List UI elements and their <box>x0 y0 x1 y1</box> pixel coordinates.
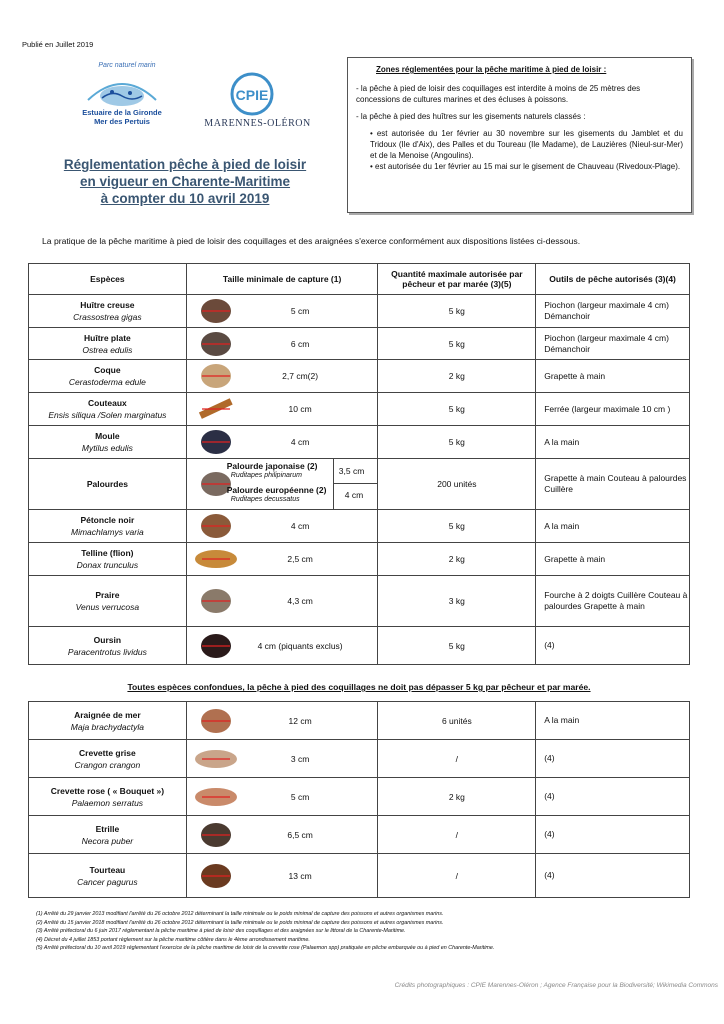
species-name: Praire <box>95 590 120 600</box>
qty-cell: 5 kg <box>378 510 536 543</box>
tools-cell: (4) <box>536 778 690 816</box>
size-cell <box>186 740 378 778</box>
header-tools: Outils de pêche autorisés (3)(4) <box>536 264 690 295</box>
shell-photo-icon <box>193 330 239 358</box>
qty-cell: / <box>378 816 536 854</box>
zones-title: Zones réglementées pour la pêche maritime à pied de loisir : <box>376 65 607 74</box>
park-name-line2: Mer des Pertuis <box>94 117 150 126</box>
header-qty: Quantité maximale autorisée par pêcheur et par marée (3)(5) <box>378 264 536 295</box>
table-row <box>29 426 690 459</box>
footnotes <box>36 910 676 953</box>
zones-bullet1: • est autorisée du 1er février au 30 novembre sur les gisements du Jamblet et du Tridoux (Ile d'Aix), des Palles et du Toureau (Ile Madame), de Lauzières (Nieul-sur-Mer) et de la Menoise (Angoulins). <box>370 129 683 160</box>
size-cell <box>186 360 378 393</box>
tools-cell: Grapette à main <box>536 543 690 576</box>
size-cell <box>186 393 378 426</box>
size-value: 6 cm <box>290 338 310 349</box>
size-cell <box>186 459 378 510</box>
tools-cell: A la main <box>536 426 690 459</box>
shell-photo-icon <box>193 362 239 390</box>
species-name: Huître plate <box>84 332 131 343</box>
qty-cell: 200 unités <box>378 459 536 510</box>
footnote-3: (3) Arrêté préfectoral du 6 juin 2017 réglementant la pêche maritime à pied de loisir des coquillages et des araignées sur le littoral de la Charente-Maritime. <box>36 928 406 934</box>
size-value: 2,5 cm <box>287 554 313 564</box>
palo-jap-size: 3,5 cm <box>338 466 365 476</box>
species-cell <box>29 854 187 898</box>
table-row <box>29 295 690 328</box>
species-cell <box>29 576 187 627</box>
svg-text:CPIE: CPIE <box>235 87 269 103</box>
size-value: 12 cm <box>288 715 312 726</box>
species-latin: Maja brachydactyla <box>70 721 144 732</box>
size-value: 3 cm <box>290 753 310 764</box>
species-latin: Necora puber <box>81 835 134 846</box>
species-latin: Mytilus edulis <box>81 443 133 453</box>
species-cell <box>29 360 187 393</box>
tools-cell: Ferrée (largeur maximale 10 cm ) <box>536 393 690 426</box>
species-latin: Crangon crangon <box>74 759 141 770</box>
shell-photo-icon <box>193 428 239 456</box>
species-name: Coque <box>94 365 121 375</box>
table-row <box>29 778 690 816</box>
size-value: 2,7 cm(2) <box>282 371 319 381</box>
species-cell <box>29 510 187 543</box>
species-cell <box>29 393 187 426</box>
species-cell <box>29 295 187 328</box>
qty-cell: 5 kg <box>378 426 536 459</box>
species-name: Crevette grise <box>79 747 136 758</box>
page-title <box>40 156 330 207</box>
table-row <box>29 459 690 510</box>
species-cell <box>29 778 187 816</box>
footnote-5: (5) Arrêté préfectoral du 10 avril 2019 réglementant l'exercice de la pêche maritime de loisir de la crevette rose (Palaemon spp) pratiquée en pêche embarquée ou à pied en Charente-Maritime. <box>36 945 495 951</box>
species-name: Tourteau <box>89 864 126 875</box>
species-name: Crevette rose ( « Bouquet ») <box>50 785 165 796</box>
zones-item2: - la pêche à pied des huîtres sur les gisements naturels classés : <box>356 112 586 121</box>
tools-cell: (4) <box>536 816 690 854</box>
palo-eur-size: 4 cm <box>344 490 364 500</box>
size-value: 4 cm (piquants exclus) <box>257 640 343 651</box>
crustacean-photo-icon <box>193 862 239 890</box>
qty-cell: 5 kg <box>378 627 536 665</box>
shell-photo-icon <box>193 587 239 615</box>
palo-jap-latin: Ruditapes philipinarum <box>230 472 302 479</box>
size-cell <box>186 328 378 360</box>
size-value: 5 cm <box>290 791 310 802</box>
shell-photo-icon <box>193 297 239 325</box>
cpie-name: MARENNES-OLÉRON <box>204 118 311 129</box>
species-latin: Ostrea edulis <box>82 344 133 355</box>
size-cell <box>186 816 378 854</box>
qty-cell: 2 kg <box>378 778 536 816</box>
shell-photo-icon <box>193 632 239 660</box>
table-row <box>29 393 690 426</box>
title-line3: à compter du 10 avril 2019 <box>100 191 270 206</box>
species-latin: Palaemon serratus <box>71 797 144 808</box>
palo-eur-latin: Ruditapes decussatus <box>230 496 300 503</box>
park-name <box>62 108 182 126</box>
species-cell <box>29 740 187 778</box>
shell-photo-icon <box>193 395 239 423</box>
zones-item1: - la pêche à pied de loisir des coquillages est interdite à moins de 25 mètres des concessions de cultures marines et des écluses à poissons. <box>356 84 641 104</box>
species-cell <box>29 426 187 459</box>
size-cell <box>186 510 378 543</box>
species-name: Couteaux <box>88 398 127 408</box>
published-date: Publié en Juillet 2019 <box>22 40 94 49</box>
qty-cell: / <box>378 854 536 898</box>
species-latin: Cerastoderma edule <box>68 377 146 387</box>
tools-cell: (4) <box>536 740 690 778</box>
species-latin: Paracentrotus lividus <box>67 646 147 657</box>
palo-jap-name: Palourde japonaise (2) <box>226 461 318 471</box>
shell-photo-icon <box>193 545 239 573</box>
species-latin: Ensis siliqua /Solen marginatus <box>48 410 167 420</box>
footnote-1: (1) Arrêté du 29 janvier 2013 modifiant l'arrêté du 26 octobre 2012 déterminant la taille minimale ou le poids minimal de capture des poissons et autres organismes marins. <box>36 911 444 917</box>
size-value: 4,3 cm <box>287 596 313 606</box>
species-name: Huître creuse <box>80 300 135 310</box>
species-name: Moule <box>95 431 120 441</box>
table-row <box>29 627 690 665</box>
palourdes-sub <box>187 459 378 509</box>
table-row <box>29 740 690 778</box>
species-cell <box>29 702 187 740</box>
table-row <box>29 510 690 543</box>
palourdes-divider <box>333 483 378 484</box>
table-row <box>29 328 690 360</box>
size-value: 13 cm <box>288 870 312 881</box>
park-logo-arc-text: Parc naturel marin <box>98 62 156 69</box>
size-cell <box>186 702 378 740</box>
species-name: Telline (flion) <box>81 548 134 558</box>
tools-cell: Fourche à 2 doigts Cuillère Couteau à palourdes Grapette à main <box>536 576 690 627</box>
crustacean-photo-icon <box>193 745 239 773</box>
qty-cell: 6 unités <box>378 702 536 740</box>
species-name: Pétoncle noir <box>80 515 135 525</box>
footnote-2: (2) Arrêté du 15 janvier 2018 modifiant l'arrêté du 26 octobre 2012 déterminant la taille minimale ou le poids minimal de capture des poissons et autres organismes marins. <box>36 919 444 926</box>
species-name: Oursin <box>93 634 122 645</box>
species-name: Palourdes <box>86 479 128 489</box>
crustacean-photo-icon <box>193 707 239 735</box>
tools-cell: Grapette à main Couteau à palourdes Cuillère <box>536 459 690 510</box>
shell-photo-icon <box>193 512 239 540</box>
zones-bullet2: • est autorisée du 1er février au 15 mai sur le gisement de Chauveau (Rivedoux-Plage). <box>370 162 681 171</box>
intro-text: La pratique de la pêche maritime à pied de loisir des coquillages et des araignées s'exerce conformément aux dispositions listées ci-dessous. <box>42 236 581 246</box>
species-cell <box>29 543 187 576</box>
species-name: Etrille <box>95 823 120 834</box>
size-value: 4 cm <box>290 521 310 531</box>
size-cell <box>186 543 378 576</box>
species-latin: Donax trunculus <box>76 560 139 570</box>
tools-cell: (4) <box>536 627 690 665</box>
species-cell <box>29 627 187 665</box>
table-row <box>29 816 690 854</box>
qty-cell: 3 kg <box>378 576 536 627</box>
qty-cell: 5 kg <box>378 393 536 426</box>
size-cell <box>186 627 378 665</box>
palo-eur-name: Palourde européenne (2) <box>226 485 327 495</box>
size-cell <box>186 854 378 898</box>
table-row <box>29 576 690 627</box>
table-row <box>29 854 690 898</box>
tools-cell: Piochon (largeur maximale 4 cm) Démanchoir <box>536 295 690 328</box>
title-line1: Réglementation pêche à pied de loisir <box>63 157 307 172</box>
header-size: Taille minimale de capture (1) <box>186 264 378 295</box>
table-row <box>29 543 690 576</box>
size-value: 6,5 cm <box>287 829 313 840</box>
qty-cell: 2 kg <box>378 543 536 576</box>
shellfish-body <box>29 295 690 665</box>
species-latin: Mimachlamys varia <box>71 527 144 537</box>
tools-cell: (4) <box>536 854 690 898</box>
size-cell <box>186 778 378 816</box>
table-row <box>29 360 690 393</box>
tools-cell: A la main <box>536 510 690 543</box>
shellfish-table <box>28 263 690 665</box>
crustacean-body <box>29 702 690 898</box>
species-name: Araignée de mer <box>74 709 141 720</box>
size-value: 5 cm <box>290 306 310 316</box>
table-row <box>29 702 690 740</box>
palourdes-vdivider <box>333 459 334 509</box>
tools-cell: Grapette à main <box>536 360 690 393</box>
crustacean-table <box>28 701 690 898</box>
species-cell <box>29 459 187 510</box>
crustacean-photo-icon <box>193 783 239 811</box>
qty-cell: 2 kg <box>378 360 536 393</box>
species-latin: Venus verrucosa <box>75 602 140 612</box>
species-latin: Cancer pagurus <box>77 876 138 887</box>
species-latin: Crassostrea gigas <box>73 312 142 322</box>
qty-cell: 5 kg <box>378 328 536 360</box>
size-cell <box>186 295 378 328</box>
zones-box <box>347 57 692 213</box>
qty-cell: / <box>378 740 536 778</box>
species-cell <box>29 328 187 360</box>
title-line2: en vigueur en Charente-Maritime <box>79 174 291 189</box>
park-name-line1: Estuaire de la Gironde <box>82 108 162 117</box>
size-value: 4 cm <box>290 437 310 447</box>
total-limit-note: Toutes espèces confondues, la pêche à pied des coquillages ne doit pas dépasser 5 kg par pêcheur et par marée. <box>127 682 591 692</box>
qty-cell: 5 kg <box>378 295 536 328</box>
tools-cell: A la main <box>536 702 690 740</box>
header-species: Espèces <box>29 264 187 295</box>
table-header-row <box>29 264 690 295</box>
size-cell <box>186 426 378 459</box>
tools-cell: Piochon (largeur maximale 4 cm) Démanchoir <box>536 328 690 360</box>
size-value: 10 cm <box>288 404 312 414</box>
species-cell <box>29 816 187 854</box>
photo-credits: Crédits photographiques : CPIE Marennes-Oléron ; Agence Française pour la Biodiversité; Wikimedia Commons <box>394 982 718 989</box>
footnote-4: (4) Décret du 4 juillet 1853 portant règlement sur la pêche maritime côtière dans le 4ème arrondissement maritime. <box>36 936 310 943</box>
crustacean-photo-icon <box>193 821 239 849</box>
size-cell <box>186 576 378 627</box>
